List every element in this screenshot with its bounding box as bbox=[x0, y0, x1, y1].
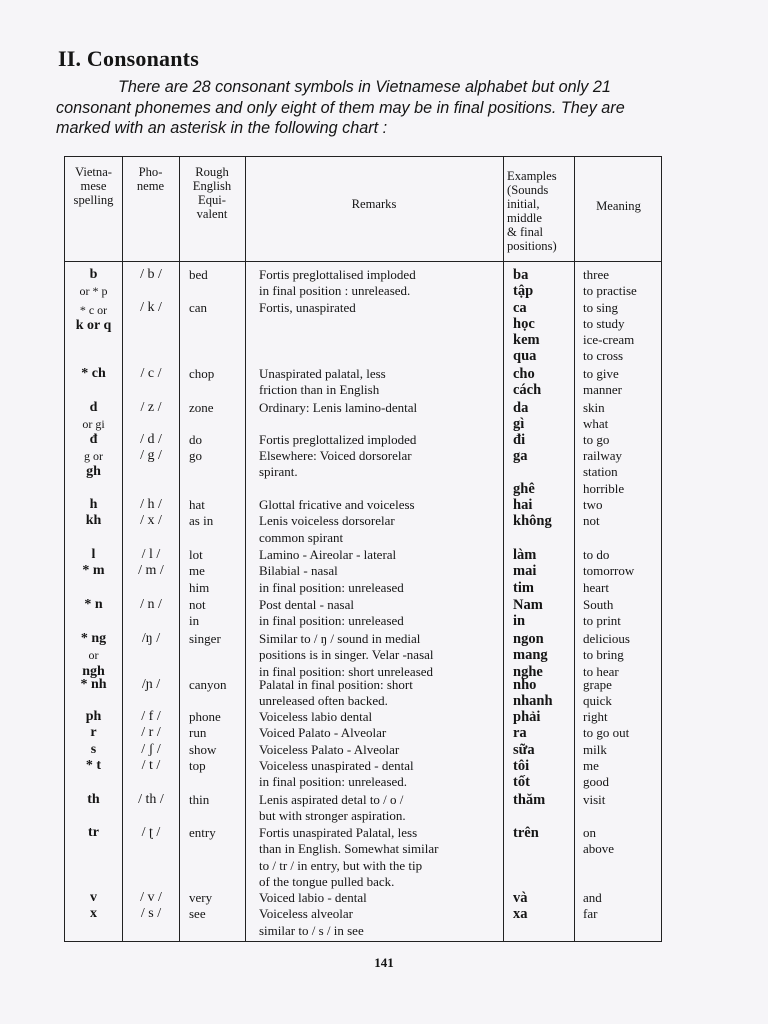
example-word-line bbox=[513, 464, 583, 480]
meaning-cell-line: quick bbox=[583, 693, 612, 709]
meaning-cell bbox=[583, 631, 663, 680]
meaning-cell-line: me bbox=[583, 757, 599, 773]
example-word bbox=[513, 709, 583, 790]
phoneme-cell bbox=[123, 825, 179, 841]
remarks-cell-line: than in English. Somewhat similar bbox=[259, 841, 439, 857]
meaning-cell bbox=[583, 267, 663, 365]
spelling-cell-line: or * p bbox=[79, 284, 108, 299]
phoneme-cell-line: / d / bbox=[140, 432, 162, 447]
example-word-line: gì bbox=[513, 416, 525, 433]
remarks-cell-line: in final position: short unreleased bbox=[259, 663, 434, 679]
example-word-line: sữa bbox=[513, 741, 535, 758]
example-word-line: mai bbox=[513, 563, 537, 580]
phoneme-cell-line: / th / bbox=[138, 792, 164, 807]
example-word-line: thăm bbox=[513, 792, 546, 808]
remarks-cell-line: Palatal in final position: short bbox=[259, 677, 413, 692]
phoneme-cell-line: / ʃ / bbox=[141, 741, 161, 757]
remarks-cell-line: Voiceless labio dental bbox=[259, 709, 373, 724]
header-english-equivalent bbox=[179, 165, 245, 221]
example-word-line: nho bbox=[513, 677, 537, 693]
example-word-line: xa bbox=[513, 906, 528, 923]
spelling-cell-line: * nh bbox=[80, 677, 107, 692]
example-word bbox=[513, 267, 583, 365]
english-cell bbox=[189, 792, 245, 808]
english-cell-line: bed bbox=[189, 267, 208, 282]
english-cell-line: very bbox=[189, 890, 213, 905]
spelling-cell-line: * ng bbox=[80, 631, 107, 646]
remarks-cell-line: in final position : unreleased. bbox=[259, 283, 411, 299]
meaning-cell-line: to give bbox=[583, 366, 619, 381]
remarks-cell bbox=[259, 267, 503, 316]
english-cell bbox=[189, 400, 245, 416]
spelling-cell-line: l bbox=[91, 547, 96, 562]
header-phoneme bbox=[122, 165, 179, 193]
phoneme-cell bbox=[123, 267, 179, 316]
remarks-cell-line: but with stronger aspiration. bbox=[259, 808, 406, 824]
english-cell-line: as in bbox=[189, 513, 214, 529]
remarks-cell bbox=[259, 497, 503, 546]
spelling-cell-line: or gi bbox=[82, 417, 105, 432]
meaning-cell-line: horrible bbox=[583, 480, 625, 496]
english-cell-line bbox=[189, 283, 245, 299]
header-meaning bbox=[574, 199, 663, 213]
spelling-cell bbox=[65, 302, 122, 335]
header-spelling bbox=[65, 165, 122, 207]
phoneme-cell-line: / b / bbox=[140, 267, 162, 282]
english-cell bbox=[189, 677, 245, 693]
remarks-cell bbox=[259, 792, 503, 825]
phoneme-cell bbox=[123, 792, 179, 808]
english-cell-line: hat bbox=[189, 497, 205, 512]
english-cell-line: see bbox=[189, 906, 206, 922]
remarks-cell-line: Voiceless unaspirated - dental bbox=[259, 757, 414, 773]
spelling-cell bbox=[65, 709, 122, 774]
spelling-cell-line: h bbox=[89, 497, 98, 512]
english-cell-line: chop bbox=[189, 366, 215, 381]
english-cell-line: me bbox=[189, 563, 205, 579]
meaning-cell-line: tomorrow bbox=[583, 563, 635, 579]
spelling-cell-line: đ bbox=[89, 432, 98, 447]
remarks-cell-line: Unaspirated palatal, less bbox=[259, 366, 386, 381]
remarks-cell-line: in final position: unreleased. bbox=[259, 774, 408, 790]
example-word-line: ra bbox=[513, 725, 527, 742]
spelling-cell bbox=[65, 631, 122, 680]
example-word-line: ca bbox=[513, 299, 527, 316]
header-line: Pho- bbox=[138, 165, 163, 179]
header-line: (Sounds bbox=[507, 183, 549, 197]
example-word-line: cách bbox=[513, 382, 542, 399]
header-divider bbox=[65, 261, 661, 262]
header-line: positions) bbox=[507, 239, 557, 253]
spelling-cell-line: r bbox=[90, 725, 97, 741]
example-word-line: kem bbox=[513, 332, 540, 349]
phoneme-cell-line: / v / bbox=[140, 890, 162, 905]
phoneme-cell bbox=[123, 448, 179, 464]
remarks-cell-line: Lenis voiceless dorsorelar bbox=[259, 513, 395, 529]
english-cell-line: not bbox=[189, 597, 206, 612]
remarks-cell-line: positions is in singer. Velar -nasal bbox=[259, 647, 434, 663]
spelling-cell-line: x bbox=[90, 906, 97, 922]
phoneme-cell bbox=[123, 677, 179, 693]
example-word bbox=[513, 448, 583, 497]
phoneme-cell-line: / l / bbox=[141, 547, 161, 562]
remarks-cell-line: Voiced Palato - Alveolar bbox=[259, 725, 387, 741]
spelling-cell-line: ngh bbox=[82, 663, 105, 679]
example-word-line: mang bbox=[513, 647, 548, 664]
meaning-cell bbox=[583, 597, 663, 630]
english-cell bbox=[189, 631, 245, 647]
spelling-cell bbox=[65, 890, 122, 923]
example-word-line: tốt bbox=[513, 774, 530, 791]
spelling-cell-line: th bbox=[87, 792, 100, 807]
remarks-cell-line: Elsewhere: Voiced dorsorelar bbox=[259, 448, 412, 463]
header-line: English bbox=[192, 179, 232, 193]
meaning-cell-line: good bbox=[583, 774, 609, 790]
example-word-line: cho bbox=[513, 366, 535, 382]
phoneme-cell-line: /ŋ / bbox=[141, 631, 161, 646]
example-word bbox=[513, 497, 583, 530]
spelling-cell bbox=[65, 792, 122, 808]
header-line: initial, bbox=[507, 197, 540, 211]
example-word-line: ba bbox=[513, 267, 529, 283]
meaning-cell bbox=[583, 366, 663, 399]
example-word-line: trên bbox=[513, 825, 539, 841]
meaning-cell-line: what bbox=[583, 416, 609, 432]
example-word-line: ghê bbox=[513, 480, 535, 497]
spelling-cell-line: s bbox=[90, 741, 97, 757]
english-cell-line: thin bbox=[189, 792, 210, 807]
spelling-cell-line: * t bbox=[85, 757, 102, 773]
meaning-cell-line: to hear bbox=[583, 663, 619, 679]
example-word bbox=[513, 597, 583, 630]
english-cell-line: canyon bbox=[189, 677, 227, 692]
phoneme-cell-line: / r / bbox=[141, 725, 161, 741]
phoneme-cell-line: / s / bbox=[140, 906, 162, 922]
english-cell bbox=[189, 709, 245, 774]
meaning-cell-line: grape bbox=[583, 677, 612, 692]
remarks-cell-line: Voiceless alveolar bbox=[259, 906, 353, 922]
header-line: neme bbox=[136, 179, 165, 193]
example-word bbox=[513, 547, 583, 596]
meaning-cell-line: above bbox=[583, 841, 615, 857]
example-word bbox=[513, 792, 583, 808]
meaning-cell-line: right bbox=[583, 709, 608, 724]
meaning-cell bbox=[583, 432, 663, 448]
example-word-line: không bbox=[513, 513, 552, 530]
remarks-cell-line: Voiceless Palato - Alveolar bbox=[259, 741, 400, 757]
phoneme-cell bbox=[123, 890, 179, 923]
remarks-cell bbox=[259, 432, 503, 448]
example-word bbox=[513, 400, 583, 433]
remarks-cell bbox=[259, 547, 503, 596]
consonant-table bbox=[64, 156, 662, 942]
phoneme-cell-line: /ɲ / bbox=[141, 677, 161, 692]
intro-paragraph: There are 28 consonant symbols in Vietnamese alphabet but only 21 consonant phonemes and only eight of them may be in final positions. They are marked with an asterisk in the following chart : bbox=[56, 78, 625, 137]
remarks-cell-line: Bilabial - nasal bbox=[259, 563, 338, 579]
remarks-cell-line: to / tr / in entry, but with the tip bbox=[259, 857, 423, 873]
meaning-cell-line: to do bbox=[583, 547, 610, 562]
english-cell bbox=[189, 597, 245, 630]
meaning-cell bbox=[583, 890, 663, 923]
spelling-cell bbox=[65, 597, 122, 613]
example-word-line: tập bbox=[513, 283, 534, 300]
meaning-cell-line: to go bbox=[583, 432, 610, 447]
header-line: Vietna- bbox=[74, 165, 112, 179]
phoneme-cell-line: / c / bbox=[140, 366, 162, 381]
meaning-cell-line: to sing bbox=[583, 299, 619, 315]
meaning-cell-line: to go out bbox=[583, 725, 630, 741]
remarks-cell bbox=[259, 825, 503, 890]
column-divider bbox=[245, 157, 246, 941]
header-line: Meaning bbox=[596, 199, 641, 213]
phoneme-cell bbox=[123, 432, 179, 448]
meaning-cell-line: and bbox=[583, 890, 602, 905]
english-cell-line: run bbox=[189, 725, 207, 741]
example-word bbox=[513, 366, 583, 399]
spelling-cell-line: kh bbox=[85, 513, 102, 529]
spelling-cell bbox=[65, 825, 122, 841]
remarks-cell-line: Fortis preglottalized imploded bbox=[259, 432, 417, 447]
header-line: Examples bbox=[507, 169, 557, 183]
meaning-cell bbox=[583, 448, 663, 497]
example-word-line: hai bbox=[513, 497, 533, 513]
remarks-cell-line: Similar to / ŋ / sound in medial bbox=[259, 631, 421, 646]
remarks-cell-line: unreleased often backed. bbox=[259, 693, 388, 709]
meaning-cell-line: station bbox=[583, 464, 618, 480]
english-cell-line: him bbox=[189, 579, 210, 595]
meaning-cell bbox=[583, 497, 663, 530]
spelling-cell-line: v bbox=[90, 890, 97, 905]
english-cell bbox=[189, 497, 245, 530]
remarks-cell-line: of the tongue pulled back. bbox=[259, 873, 395, 889]
remarks-cell bbox=[259, 448, 503, 481]
header-line: Equi- bbox=[198, 193, 226, 207]
phoneme-cell-line: / f / bbox=[141, 709, 161, 724]
english-cell-line: lot bbox=[189, 547, 203, 562]
meaning-cell-line: to bring bbox=[583, 647, 624, 663]
meaning-cell-line: to print bbox=[583, 613, 621, 629]
remarks-cell-line: common spirant bbox=[259, 529, 344, 545]
english-cell-line: go bbox=[189, 448, 202, 463]
example-word-line: tim bbox=[513, 579, 534, 596]
phoneme-cell bbox=[123, 497, 179, 530]
english-cell-line: singer bbox=[189, 631, 221, 646]
phoneme-cell-line: / t / bbox=[141, 757, 161, 773]
english-cell bbox=[189, 547, 245, 596]
english-cell-line: top bbox=[189, 757, 206, 773]
header-line: mese bbox=[80, 179, 107, 193]
header-line: spelling bbox=[73, 193, 114, 207]
example-word-line: ngon bbox=[513, 631, 544, 647]
page-number: 141 bbox=[374, 955, 394, 970]
phoneme-cell-line: / h / bbox=[140, 497, 162, 512]
phoneme-cell-line bbox=[123, 283, 179, 299]
english-cell bbox=[189, 448, 245, 464]
remarks-cell bbox=[259, 400, 503, 416]
spelling-cell-line: tr bbox=[88, 825, 99, 840]
meaning-cell bbox=[583, 400, 663, 433]
example-word bbox=[513, 631, 583, 680]
phoneme-cell-line: / ʈ / bbox=[141, 825, 161, 840]
phoneme-cell-line: / n / bbox=[140, 597, 162, 612]
example-word bbox=[513, 677, 583, 710]
meaning-cell-line: railway bbox=[583, 448, 622, 463]
remarks-cell bbox=[259, 631, 503, 680]
example-word-line: và bbox=[513, 890, 528, 906]
remarks-cell-line: Fortis, unaspirated bbox=[259, 299, 356, 315]
example-word bbox=[513, 890, 583, 923]
spelling-cell bbox=[65, 677, 122, 693]
phoneme-cell bbox=[123, 366, 179, 382]
spelling-cell-line: k or q bbox=[75, 318, 112, 334]
remarks-cell bbox=[259, 597, 503, 630]
meaning-cell-line: to practise bbox=[583, 283, 637, 299]
header-line: middle bbox=[507, 211, 542, 225]
meaning-cell-line: South bbox=[583, 597, 614, 612]
remarks-cell-line: Glottal fricative and voiceless bbox=[259, 497, 415, 512]
remarks-cell-line: Fortis preglottalised imploded bbox=[259, 267, 416, 282]
example-word-line: nhanh bbox=[513, 693, 553, 710]
spelling-cell bbox=[65, 366, 122, 382]
example-word-line: phải bbox=[513, 709, 541, 725]
meaning-cell bbox=[583, 547, 663, 596]
header-line: Rough bbox=[195, 165, 229, 179]
meaning-cell bbox=[583, 792, 663, 808]
meaning-cell bbox=[583, 825, 663, 858]
english-cell bbox=[189, 432, 245, 448]
spelling-cell bbox=[65, 497, 122, 530]
meaning-cell-line: heart bbox=[583, 579, 609, 595]
spelling-cell bbox=[65, 432, 122, 448]
column-divider bbox=[503, 157, 504, 941]
spelling-cell-line: * ch bbox=[81, 366, 106, 381]
spelling-cell-line: ph bbox=[85, 709, 102, 724]
remarks-cell-line: Voiced labio - dental bbox=[259, 890, 367, 905]
english-cell-line: in bbox=[189, 613, 200, 629]
remarks-cell-line: friction than in English bbox=[259, 382, 380, 398]
spelling-cell-line: or bbox=[88, 648, 99, 663]
example-word-line: in bbox=[513, 613, 526, 630]
remarks-cell-line: in final position: unreleased bbox=[259, 613, 404, 629]
meaning-cell bbox=[583, 677, 663, 710]
english-cell bbox=[189, 366, 245, 382]
phoneme-cell-line: / g / bbox=[140, 448, 162, 463]
spelling-cell-line: * m bbox=[82, 563, 105, 579]
header-remarks bbox=[245, 197, 503, 211]
meaning-cell-line: three bbox=[583, 267, 609, 282]
meaning-cell-line: visit bbox=[583, 792, 606, 807]
meaning-cell-line: manner bbox=[583, 382, 622, 398]
spelling-cell-line: b bbox=[89, 267, 98, 282]
english-cell bbox=[189, 825, 245, 841]
remarks-cell bbox=[259, 366, 503, 399]
spelling-cell bbox=[65, 547, 122, 580]
english-cell bbox=[189, 267, 245, 316]
header-line: Remarks bbox=[351, 197, 397, 211]
english-cell-line: phone bbox=[189, 709, 221, 724]
example-word-line: ga bbox=[513, 448, 528, 464]
phoneme-cell bbox=[123, 547, 179, 580]
phoneme-cell-line: / m / bbox=[138, 563, 164, 579]
meaning-cell bbox=[583, 709, 663, 790]
remarks-cell-line: Ordinary: Lenis lamino-dental bbox=[259, 400, 418, 415]
meaning-cell-line: not bbox=[583, 513, 600, 529]
meaning-cell-line: skin bbox=[583, 400, 605, 415]
spelling-cell bbox=[65, 267, 122, 300]
example-word-line: đi bbox=[513, 432, 526, 448]
remarks-cell-line: in final position: unreleased bbox=[259, 579, 404, 595]
header-line: valent bbox=[196, 207, 228, 221]
meaning-cell-line: milk bbox=[583, 741, 607, 757]
remarks-cell-line: spirant. bbox=[259, 464, 298, 480]
meaning-cell-line: to cross bbox=[583, 348, 624, 364]
phoneme-cell bbox=[123, 631, 179, 647]
example-word-line: da bbox=[513, 400, 529, 416]
meaning-cell-line: delicious bbox=[583, 631, 630, 646]
header-examples bbox=[507, 169, 575, 253]
meaning-cell-line: far bbox=[583, 906, 598, 922]
english-cell-line: can bbox=[189, 299, 208, 315]
example-word-line: làm bbox=[513, 547, 537, 563]
spelling-cell-line: gh bbox=[86, 464, 101, 480]
phoneme-cell bbox=[123, 709, 179, 774]
english-cell-line: zone bbox=[189, 400, 214, 415]
remarks-cell-line: similar to / s / in see bbox=[259, 922, 364, 938]
spelling-cell-line: * c or bbox=[79, 303, 108, 317]
phoneme-cell bbox=[123, 400, 179, 416]
header-line: & final bbox=[507, 225, 544, 239]
english-cell-line: show bbox=[189, 741, 217, 757]
example-word-line: tôi bbox=[513, 757, 530, 774]
remarks-cell-line: Fortis unaspirated Palatal, less bbox=[259, 825, 418, 840]
meaning-cell-line: to study bbox=[583, 315, 625, 331]
phoneme-cell-line: / x / bbox=[140, 513, 162, 529]
phoneme-cell-line: / k / bbox=[140, 299, 162, 315]
example-word-line: học bbox=[513, 315, 535, 332]
english-cell-line: do bbox=[189, 432, 202, 447]
example-word-line: nghe bbox=[513, 663, 543, 680]
meaning-cell-line: on bbox=[583, 825, 596, 840]
phoneme-cell bbox=[123, 597, 179, 613]
example-word-line: Nam bbox=[513, 597, 543, 613]
remarks-cell-line: Post dental - nasal bbox=[259, 597, 354, 612]
meaning-cell-line: two bbox=[583, 497, 603, 512]
remarks-cell-line: Lamino - Aireolar - lateral bbox=[259, 547, 397, 562]
remarks-cell-line: Lenis aspirated detal to / o / bbox=[259, 792, 404, 807]
remarks-cell bbox=[259, 709, 503, 790]
section-heading: II. Consonants bbox=[58, 46, 199, 71]
spelling-cell-line: * n bbox=[84, 597, 103, 612]
spelling-cell bbox=[65, 448, 122, 481]
spelling-cell-line: g or bbox=[84, 449, 103, 463]
phoneme-cell-line: / z / bbox=[140, 400, 162, 415]
remarks-cell bbox=[259, 677, 503, 710]
english-cell bbox=[189, 890, 245, 923]
meaning-cell-line: ice-cream bbox=[583, 332, 635, 348]
example-word bbox=[513, 432, 583, 448]
english-cell-line: entry bbox=[189, 825, 216, 840]
example-word-line: qua bbox=[513, 348, 537, 365]
column-divider bbox=[179, 157, 180, 941]
spelling-cell bbox=[65, 400, 122, 433]
example-word bbox=[513, 825, 583, 841]
spelling-cell-line: d bbox=[89, 400, 98, 415]
remarks-cell bbox=[259, 890, 503, 939]
